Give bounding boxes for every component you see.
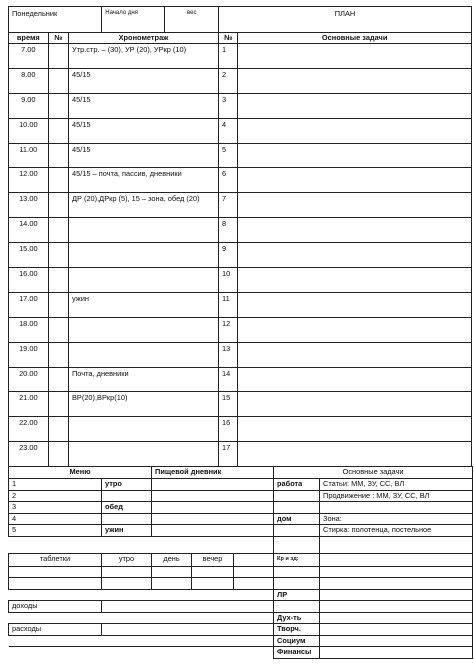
hour-row bbox=[9, 342, 472, 367]
task-number-cell: 4 bbox=[219, 118, 238, 143]
spirituality-task[interactable] bbox=[320, 612, 473, 624]
pills-cell[interactable] bbox=[102, 566, 152, 578]
home-task[interactable]: Зона: bbox=[320, 513, 473, 525]
meal-entry[interactable] bbox=[152, 479, 274, 491]
task-number-cell: 6 bbox=[219, 168, 238, 193]
social-label: Социум bbox=[274, 635, 320, 647]
spacer-label bbox=[274, 536, 320, 553]
side-label-cell bbox=[274, 578, 320, 590]
chrono-cell[interactable] bbox=[69, 243, 219, 268]
hour-row bbox=[9, 317, 472, 342]
personal-development-task[interactable] bbox=[320, 589, 473, 601]
time-cell: 17.00 bbox=[9, 292, 49, 317]
task-cell[interactable] bbox=[238, 342, 472, 367]
menu-number: 4 bbox=[9, 513, 102, 525]
menu-label: Меню bbox=[9, 467, 152, 479]
task-number-cell: 9 bbox=[219, 243, 238, 268]
spacer bbox=[9, 635, 274, 647]
chrono-cell[interactable]: 45/15 bbox=[69, 118, 219, 143]
pills-evening: вечер bbox=[192, 553, 234, 566]
number-cell[interactable] bbox=[48, 143, 68, 168]
time-cell: 21.00 bbox=[9, 392, 49, 417]
task-number-cell: 15 bbox=[219, 392, 238, 417]
number-cell[interactable] bbox=[48, 118, 68, 143]
home-label: дом bbox=[274, 513, 320, 525]
health-task[interactable] bbox=[320, 553, 473, 566]
number-cell[interactable] bbox=[48, 243, 68, 268]
pills-label: таблетки bbox=[9, 553, 102, 566]
time-cell: 19.00 bbox=[9, 342, 49, 367]
task-number-cell: 10 bbox=[219, 268, 238, 293]
hour-row bbox=[9, 367, 472, 392]
hour-row bbox=[9, 392, 472, 417]
task-cell[interactable] bbox=[238, 442, 472, 467]
task-cell[interactable] bbox=[238, 243, 472, 268]
time-cell: 7.00 bbox=[9, 44, 49, 69]
side-label-cell bbox=[274, 566, 320, 578]
start-of-day-label[interactable]: Начало дня bbox=[102, 7, 165, 33]
task-cell[interactable] bbox=[238, 417, 472, 442]
task-number-cell: 11 bbox=[219, 292, 238, 317]
col-time: время bbox=[9, 33, 49, 44]
time-cell: 18.00 bbox=[9, 317, 49, 342]
hour-row bbox=[9, 93, 472, 118]
plan-label: ПЛАН bbox=[219, 7, 472, 33]
meal-entry[interactable] bbox=[152, 525, 274, 537]
number-cell[interactable] bbox=[48, 44, 68, 69]
pills-day: день bbox=[152, 553, 192, 566]
daily-summary-table bbox=[8, 466, 473, 659]
weight-label[interactable]: вес bbox=[165, 7, 219, 33]
task-cell[interactable] bbox=[238, 168, 472, 193]
meal-entry[interactable] bbox=[152, 513, 274, 525]
time-cell: 14.00 bbox=[9, 218, 49, 243]
hour-row bbox=[9, 417, 472, 442]
time-cell: 9.00 bbox=[9, 93, 49, 118]
col-main-tasks: Основные задачи bbox=[238, 33, 472, 44]
number-cell[interactable] bbox=[48, 68, 68, 93]
time-cell: 12.00 bbox=[9, 168, 49, 193]
task-cell[interactable] bbox=[238, 44, 472, 69]
meal-entry[interactable] bbox=[152, 502, 274, 514]
number-cell[interactable] bbox=[48, 342, 68, 367]
task-number-cell: 12 bbox=[219, 317, 238, 342]
personal-development-label: ЛР bbox=[274, 589, 320, 601]
side-task[interactable] bbox=[320, 566, 473, 578]
finance-label: Финансы bbox=[274, 647, 320, 659]
chrono-cell[interactable]: ужин bbox=[69, 292, 219, 317]
creativity-task[interactable] bbox=[320, 624, 473, 636]
home-label-cell bbox=[274, 525, 320, 537]
hour-row bbox=[9, 193, 472, 218]
hour-row bbox=[9, 44, 472, 69]
social-task[interactable] bbox=[320, 635, 473, 647]
number-cell[interactable] bbox=[48, 442, 68, 467]
meal-label: утро bbox=[102, 479, 152, 491]
finance-task[interactable] bbox=[320, 647, 473, 659]
spacer bbox=[9, 612, 274, 624]
task-number-cell: 13 bbox=[219, 342, 238, 367]
pills-cell[interactable] bbox=[102, 578, 152, 590]
task-cell[interactable] bbox=[238, 268, 472, 293]
col-task-number: № bbox=[219, 33, 238, 44]
food-diary-label: Пищевой дневник bbox=[152, 467, 274, 479]
col-chronometry: Хронометраж bbox=[69, 33, 219, 44]
hour-row bbox=[9, 268, 472, 293]
time-cell: 11.00 bbox=[9, 143, 49, 168]
number-cell[interactable] bbox=[48, 168, 68, 193]
meal-label bbox=[102, 490, 152, 502]
side-label-cell bbox=[274, 601, 320, 613]
schedule-table bbox=[8, 6, 472, 467]
number-cell[interactable] bbox=[48, 218, 68, 243]
time-cell: 10.00 bbox=[9, 118, 49, 143]
pills-extra bbox=[234, 553, 274, 566]
pills-cell[interactable] bbox=[192, 578, 234, 590]
expenses-value[interactable] bbox=[102, 624, 274, 636]
task-cell[interactable] bbox=[238, 93, 472, 118]
time-cell: 16.00 bbox=[9, 268, 49, 293]
pills-cell[interactable] bbox=[152, 566, 192, 578]
col-number: № bbox=[48, 33, 68, 44]
task-cell[interactable] bbox=[238, 143, 472, 168]
expenses-label: расходы bbox=[9, 624, 102, 636]
task-cell[interactable] bbox=[238, 118, 472, 143]
hour-row bbox=[9, 168, 472, 193]
chrono-cell[interactable] bbox=[69, 218, 219, 243]
task-cell[interactable] bbox=[238, 68, 472, 93]
chrono-cell[interactable] bbox=[69, 268, 219, 293]
hour-row bbox=[9, 292, 472, 317]
task-number-cell: 14 bbox=[219, 367, 238, 392]
chrono-cell[interactable] bbox=[69, 442, 219, 467]
chrono-cell[interactable] bbox=[69, 417, 219, 442]
hour-row bbox=[9, 143, 472, 168]
work-task[interactable] bbox=[320, 502, 473, 514]
time-cell: 20.00 bbox=[9, 367, 49, 392]
time-cell: 13.00 bbox=[9, 193, 49, 218]
chrono-cell[interactable]: 45/15 – почта, пассив, дневники bbox=[69, 168, 219, 193]
menu-number: 3 bbox=[9, 502, 102, 514]
time-cell: 8.00 bbox=[9, 68, 49, 93]
task-number-cell: 7 bbox=[219, 193, 238, 218]
pills-cell[interactable] bbox=[234, 578, 274, 590]
work-label-cell bbox=[274, 502, 320, 514]
spacer bbox=[9, 647, 274, 659]
number-cell[interactable] bbox=[48, 193, 68, 218]
task-number-cell: 2 bbox=[219, 68, 238, 93]
task-cell[interactable] bbox=[238, 392, 472, 417]
spacer bbox=[9, 589, 274, 601]
menu-number: 1 bbox=[9, 479, 102, 491]
hour-row bbox=[9, 68, 472, 93]
pills-cell[interactable] bbox=[192, 566, 234, 578]
side-task[interactable] bbox=[320, 601, 473, 613]
chrono-cell[interactable] bbox=[69, 342, 219, 367]
task-number-cell: 3 bbox=[219, 93, 238, 118]
chrono-cell[interactable]: 45/15 bbox=[69, 68, 219, 93]
work-task[interactable]: Продвижение : ММ, ЗУ, СС, ВЛ bbox=[320, 490, 473, 502]
hour-row bbox=[9, 243, 472, 268]
chrono-cell[interactable]: ВР(20),ВРкр(10) bbox=[69, 392, 219, 417]
home-task[interactable]: Стирка: полотенца, постельное bbox=[320, 525, 473, 537]
time-cell: 22.00 bbox=[9, 417, 49, 442]
spacer bbox=[9, 536, 274, 553]
meal-label bbox=[102, 513, 152, 525]
health-label: Кр и зд: bbox=[274, 553, 320, 566]
chrono-cell[interactable]: ДР (20),ДРкр (5), 15 – зона, обед (20) bbox=[69, 193, 219, 218]
spirituality-label: Дух-ть bbox=[274, 612, 320, 624]
menu-number: 2 bbox=[9, 490, 102, 502]
number-cell[interactable] bbox=[48, 93, 68, 118]
task-cell[interactable] bbox=[238, 317, 472, 342]
chrono-cell[interactable]: 45/15 bbox=[69, 143, 219, 168]
hour-row bbox=[9, 442, 472, 467]
chrono-cell[interactable]: Почта, дневники bbox=[69, 367, 219, 392]
pills-cell[interactable] bbox=[9, 566, 102, 578]
number-cell[interactable] bbox=[48, 417, 68, 442]
task-number-cell: 8 bbox=[219, 218, 238, 243]
meal-label: ужин bbox=[102, 525, 152, 537]
number-cell[interactable] bbox=[48, 292, 68, 317]
work-label-cell bbox=[274, 490, 320, 502]
time-cell: 15.00 bbox=[9, 243, 49, 268]
pills-cell[interactable] bbox=[234, 566, 274, 578]
task-cell[interactable] bbox=[238, 292, 472, 317]
task-number-cell: 5 bbox=[219, 143, 238, 168]
meal-entry[interactable] bbox=[152, 490, 274, 502]
work-label: работа bbox=[274, 479, 320, 491]
side-task[interactable] bbox=[320, 578, 473, 590]
number-cell[interactable] bbox=[48, 317, 68, 342]
pills-cell[interactable] bbox=[9, 578, 102, 590]
hour-row bbox=[9, 118, 472, 143]
pills-cell[interactable] bbox=[152, 578, 192, 590]
hour-row bbox=[9, 218, 472, 243]
task-number-cell: 17 bbox=[219, 442, 238, 467]
number-cell[interactable] bbox=[48, 268, 68, 293]
work-task[interactable]: Статьи: ММ, ЗУ, СС, ВЛ bbox=[320, 479, 473, 491]
day-name[interactable]: Понедельник bbox=[9, 7, 102, 33]
menu-number: 5 bbox=[9, 525, 102, 537]
income-value[interactable] bbox=[102, 601, 274, 613]
creativity-label: Творч. bbox=[274, 624, 320, 636]
task-cell[interactable] bbox=[238, 367, 472, 392]
income-label: доходы bbox=[9, 601, 102, 613]
meal-label: обед bbox=[102, 502, 152, 514]
chrono-cell[interactable] bbox=[69, 317, 219, 342]
number-cell[interactable] bbox=[48, 392, 68, 417]
pills-morning: утро bbox=[102, 553, 152, 566]
task-number-cell: 1 bbox=[219, 44, 238, 69]
chrono-cell[interactable]: Утр.стр. – (30), УР (20), УРкр (10) bbox=[69, 44, 219, 69]
task-cell[interactable] bbox=[238, 193, 472, 218]
spacer-task bbox=[320, 536, 473, 553]
number-cell[interactable] bbox=[48, 367, 68, 392]
task-cell[interactable] bbox=[238, 218, 472, 243]
chrono-cell[interactable]: 45/15 bbox=[69, 93, 219, 118]
main-tasks-label: Основные задачи bbox=[274, 467, 473, 479]
task-number-cell: 16 bbox=[219, 417, 238, 442]
time-cell: 23.00 bbox=[9, 442, 49, 467]
